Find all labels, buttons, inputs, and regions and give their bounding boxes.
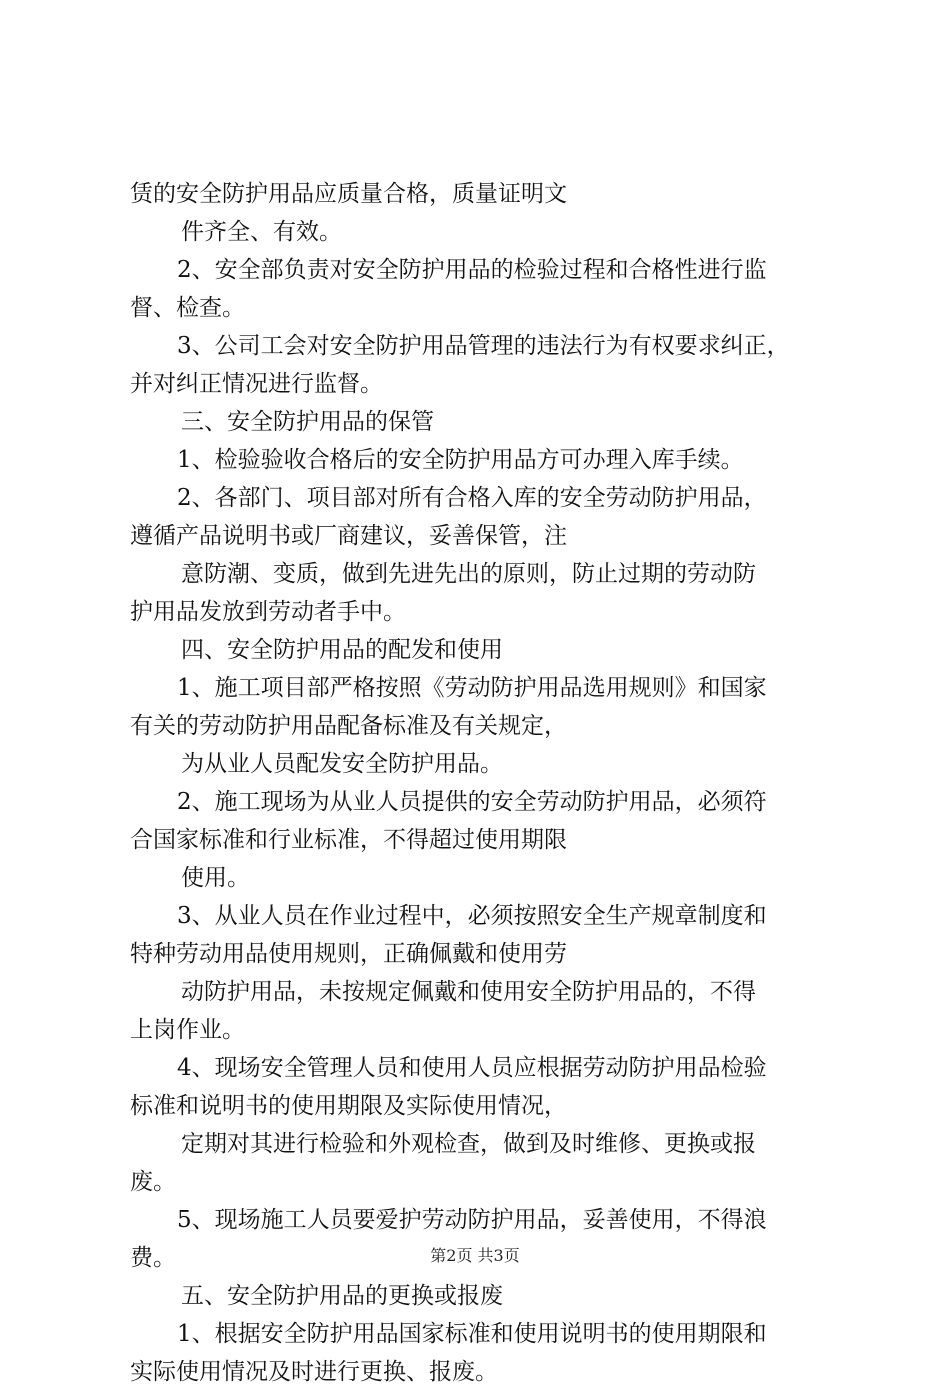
text-line: 为从业人员配发安全防护用品。: [181, 751, 503, 777]
text-line: 3、从业人员在作业过程中，必须按照安全生产规章制度和: [177, 903, 767, 929]
page-footer: 第2页 共3页: [430, 1246, 520, 1265]
text-line: 3、公司工会对安全防护用品管理的违法行为有权要求纠正，: [177, 333, 790, 359]
text-line: 1、检验验收合格后的安全防护用品方可办理入库手续。: [177, 447, 744, 473]
text-line: 动防护用品，未按规定佩戴和使用安全防护用品的，不得: [181, 979, 756, 1005]
text-line: 护用品发放到劳动者手中。: [130, 599, 406, 625]
text-line: 1、施工项目部严格按照《劳动防护用品选用规则》和国家: [177, 675, 767, 701]
text-line: 实际使用情况及时进行更换、报废。: [130, 1359, 498, 1385]
text-line: 四、安全防护用品的配发和使用: [181, 637, 503, 663]
text-line: 五、安全防护用品的更换或报废: [181, 1283, 503, 1309]
text-line: 4、现场安全管理人员和使用人员应根据劳动防护用品检验: [177, 1055, 767, 1081]
text-line: 意防潮、变质，做到先进先出的原则，防止过期的劳动防: [181, 561, 756, 587]
text-line: 上岗作业。: [130, 1017, 245, 1043]
text-line: 5、现场施工人员要爱护劳动防护用品，妥善使用，不得浪: [177, 1207, 767, 1233]
text-line: 费。: [130, 1245, 176, 1271]
text-line: 2、安全部负责对安全防护用品的检验过程和合格性进行监: [177, 257, 767, 283]
text-line: 遵循产品说明书或厂商建议，妥善保管，注: [130, 523, 567, 549]
text-line: 2、施工现场为从业人员提供的安全劳动防护用品，必须符: [177, 789, 767, 815]
text-line: 合国家标准和行业标准，不得超过使用期限: [130, 827, 567, 853]
text-line: 1、根据安全防护用品国家标准和使用说明书的使用期限和: [177, 1321, 767, 1347]
text-line: 2、各部门、项目部对所有合格入库的安全劳动防护用品，: [177, 485, 767, 511]
text-line: 特种劳动用品使用规则，正确佩戴和使用劳: [130, 941, 567, 967]
text-line: 有关的劳动防护用品配备标准及有关规定，: [130, 713, 567, 739]
text-line: 赁的安全防护用品应质量合格，质量证明文: [130, 181, 567, 207]
text-line: 三、安全防护用品的保管: [181, 409, 434, 435]
text-line: 标准和说明书的使用期限及实际使用情况，: [130, 1093, 567, 1119]
text-line: 定期对其进行检验和外观检查，做到及时维修、更换或报: [181, 1131, 756, 1157]
document-body: [130, 175, 840, 1391]
text-line: 废。: [130, 1169, 176, 1195]
text-line: 使用。: [181, 865, 250, 891]
text-line: 并对纠正情况进行监督。: [130, 371, 383, 397]
text-line: 督、检查。: [130, 295, 245, 321]
text-line: 件齐全、有效。: [181, 219, 342, 245]
